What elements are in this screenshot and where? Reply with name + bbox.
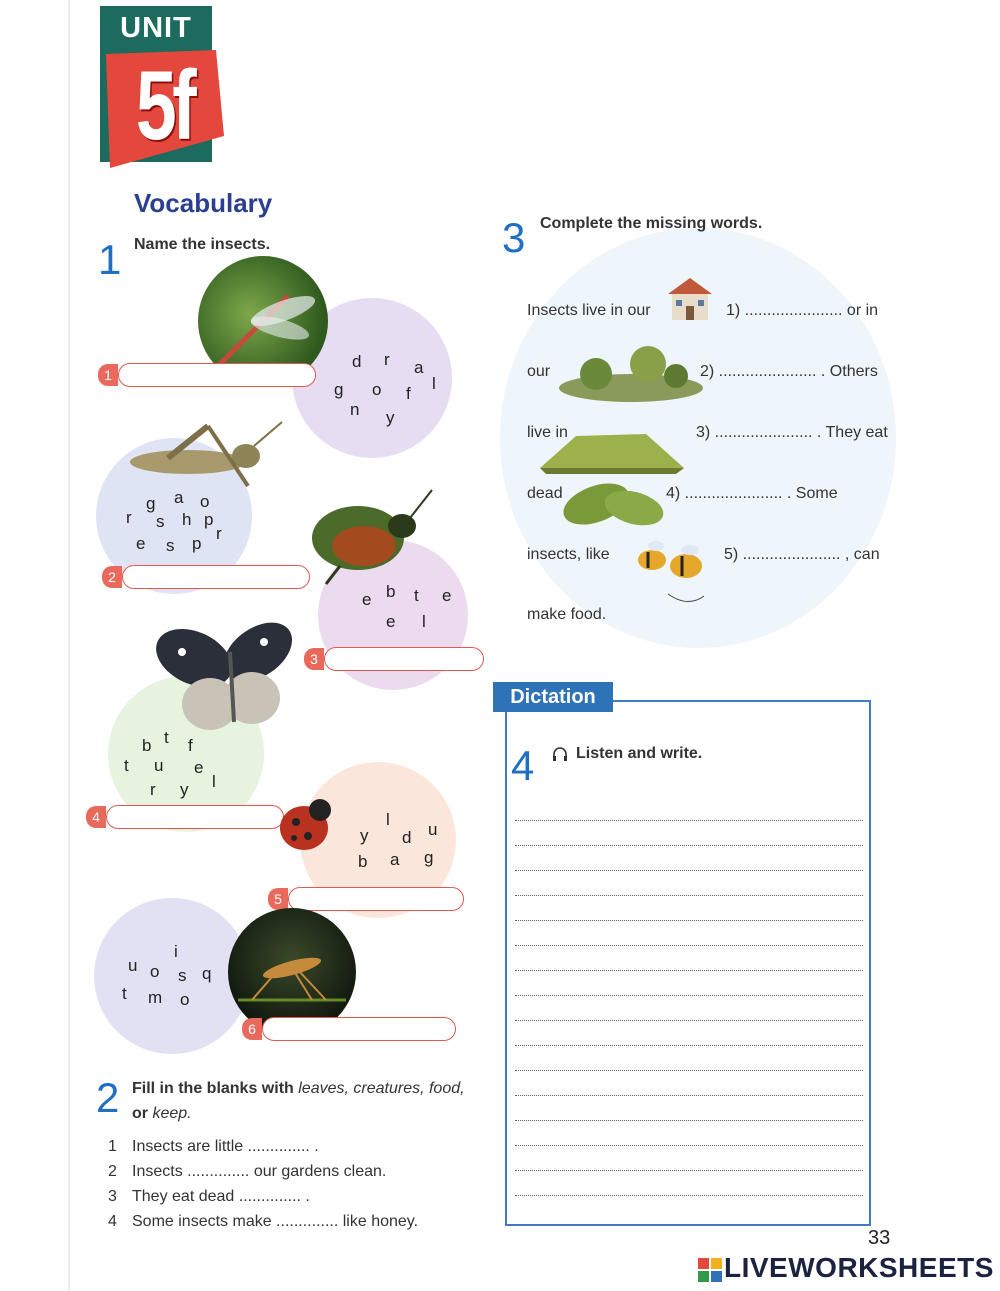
gap-line-left: Insects live in our xyxy=(527,302,651,319)
gap-line-left: live in xyxy=(527,424,568,441)
writing-line[interactable] xyxy=(515,895,863,896)
unit-code: 5f xyxy=(135,50,193,160)
letter: r xyxy=(150,780,156,799)
letter: f xyxy=(406,384,411,403)
gap-line-right: 5) ...................... , can xyxy=(724,546,880,563)
letter: s xyxy=(156,512,165,531)
writing-line[interactable] xyxy=(515,970,863,971)
letter: e xyxy=(386,612,396,631)
page-margin-rule xyxy=(68,0,70,1291)
gap-line-right: 1) ...................... or in xyxy=(726,302,879,319)
answer-number-6: 6 xyxy=(242,1018,262,1040)
letter: g xyxy=(334,380,344,399)
field-icon xyxy=(536,428,686,474)
page-number: 33 xyxy=(868,1227,891,1249)
letter: n xyxy=(350,400,360,419)
letter: u xyxy=(154,756,164,775)
garden-icon xyxy=(556,344,706,406)
letter: p xyxy=(204,510,214,529)
writing-line[interactable] xyxy=(515,1120,863,1121)
dictation-tab: Dictation xyxy=(493,682,613,712)
letter: a xyxy=(414,358,424,377)
letter: l xyxy=(212,772,216,791)
butterfly-icon xyxy=(152,612,298,740)
instruction-prefix: Fill in the blanks with xyxy=(132,1080,294,1097)
letter: a xyxy=(390,850,400,869)
writing-line[interactable] xyxy=(515,870,863,871)
letter: i xyxy=(174,942,178,961)
letter: t xyxy=(122,984,127,1003)
answer-number-2: 2 xyxy=(102,566,122,588)
letter: r xyxy=(126,508,132,527)
letter: b xyxy=(358,852,368,871)
gap-line-right: 4) ...................... . Some xyxy=(666,485,838,502)
exercise-4-instruction: Listen and write. xyxy=(576,745,703,762)
letter: a xyxy=(174,488,184,507)
writing-line[interactable] xyxy=(515,1145,863,1146)
writing-line[interactable] xyxy=(515,1170,863,1171)
letter: y xyxy=(386,408,395,427)
house-icon xyxy=(662,274,718,322)
exercise-2-instruction xyxy=(132,1076,472,1126)
answer-field-3[interactable] xyxy=(324,647,484,671)
letter: t xyxy=(124,756,129,775)
letter: b xyxy=(142,736,152,755)
exercise-1-instruction: Name the insects. xyxy=(134,236,271,253)
writing-line[interactable] xyxy=(515,1195,863,1196)
writing-line[interactable] xyxy=(515,1070,863,1071)
beetle-icon xyxy=(300,486,440,586)
exercise-3-number: 3 xyxy=(502,214,526,261)
letter: h xyxy=(182,510,192,529)
sentence-num: 3 xyxy=(108,1188,117,1205)
letter: q xyxy=(202,964,212,983)
dictation-box xyxy=(505,700,871,1226)
letter: o xyxy=(150,962,160,981)
gap-line-right: 2) ...................... . Others xyxy=(700,363,878,380)
liveworksheets-logo-icon xyxy=(698,1258,722,1282)
letter: l xyxy=(432,374,436,393)
letter: r xyxy=(216,524,222,543)
letter: o xyxy=(372,380,382,399)
sentence-text: They eat dead .............. . xyxy=(132,1188,310,1205)
sentence-text: Insects are little .............. . xyxy=(132,1138,319,1155)
grasshopper-icon xyxy=(118,416,284,496)
letter: u xyxy=(128,956,138,975)
letter: r xyxy=(384,350,390,369)
answer-field-6[interactable] xyxy=(262,1017,456,1041)
instruction-or: or xyxy=(132,1105,148,1122)
vocabulary-heading: Vocabulary xyxy=(134,188,273,218)
bees-icon xyxy=(628,534,712,608)
exercise-1-number: 1 xyxy=(98,236,122,283)
sentence-text: Insects .............. our gardens clean. xyxy=(132,1163,387,1180)
letter: o xyxy=(180,990,190,1009)
exercise-3-instruction: Complete the missing words. xyxy=(540,215,763,232)
answer-number-3: 3 xyxy=(304,648,324,670)
letter: l xyxy=(422,612,426,631)
writing-line[interactable] xyxy=(515,845,863,846)
letter: s xyxy=(178,966,187,985)
answer-field-2[interactable] xyxy=(122,565,310,589)
gap-line-left: insects, like xyxy=(527,546,610,563)
sentence-num: 1 xyxy=(108,1138,117,1155)
letter: e xyxy=(136,534,146,553)
sentence-num: 2 xyxy=(108,1163,117,1180)
liveworksheets-brand: LIVEWORKSHEETS xyxy=(724,1252,994,1283)
writing-line[interactable] xyxy=(515,1095,863,1096)
sentence-num: 4 xyxy=(108,1213,117,1230)
writing-line[interactable] xyxy=(515,995,863,996)
instruction-last: keep. xyxy=(152,1105,192,1122)
letter: s xyxy=(166,536,175,555)
gap-line-left: dead xyxy=(527,485,563,502)
answer-field-1[interactable] xyxy=(118,363,316,387)
letter: b xyxy=(386,582,396,601)
gap-line-right: 3) ...................... . They eat xyxy=(696,424,888,441)
letter: y xyxy=(360,826,369,845)
ladybug-icon xyxy=(274,792,340,856)
writing-line[interactable] xyxy=(515,820,863,821)
letter: t xyxy=(164,728,169,747)
unit-label: UNIT xyxy=(120,12,192,44)
answer-number-5: 5 xyxy=(268,888,288,910)
letter: m xyxy=(148,988,163,1007)
letter: l xyxy=(386,810,390,829)
letter: g xyxy=(146,494,156,513)
answer-number-4: 4 xyxy=(86,806,106,828)
letter-circle-6 xyxy=(94,898,250,1054)
gap-line-left: make food. xyxy=(527,606,607,623)
letter: d xyxy=(352,352,362,371)
gap-line-left: our xyxy=(527,363,551,380)
letter: t xyxy=(414,586,419,605)
answer-number-1: 1 xyxy=(98,364,118,386)
instruction-words: leaves, creatures, food, xyxy=(298,1080,465,1097)
writing-line[interactable] xyxy=(515,1045,863,1046)
letter: p xyxy=(192,534,202,553)
letter: y xyxy=(180,780,189,799)
exercise-2-number: 2 xyxy=(96,1074,120,1121)
writing-line[interactable] xyxy=(515,920,863,921)
sentence-text: Some insects make .............. like honey. xyxy=(132,1213,419,1230)
writing-line[interactable] xyxy=(515,945,863,946)
letter: f xyxy=(188,736,193,755)
headphones-icon[interactable] xyxy=(552,746,568,762)
answer-field-4[interactable] xyxy=(106,805,284,829)
letter: e xyxy=(194,758,204,777)
letter: o xyxy=(200,492,210,511)
writing-line[interactable] xyxy=(515,1020,863,1021)
exercise-4-number: 4 xyxy=(511,742,535,789)
letter: d xyxy=(402,828,412,847)
letter: g xyxy=(424,848,434,867)
letter: e xyxy=(442,586,452,605)
answer-field-5[interactable] xyxy=(288,887,464,911)
letter: e xyxy=(362,590,372,609)
leaves-icon xyxy=(556,474,668,530)
letter: u xyxy=(428,820,438,839)
